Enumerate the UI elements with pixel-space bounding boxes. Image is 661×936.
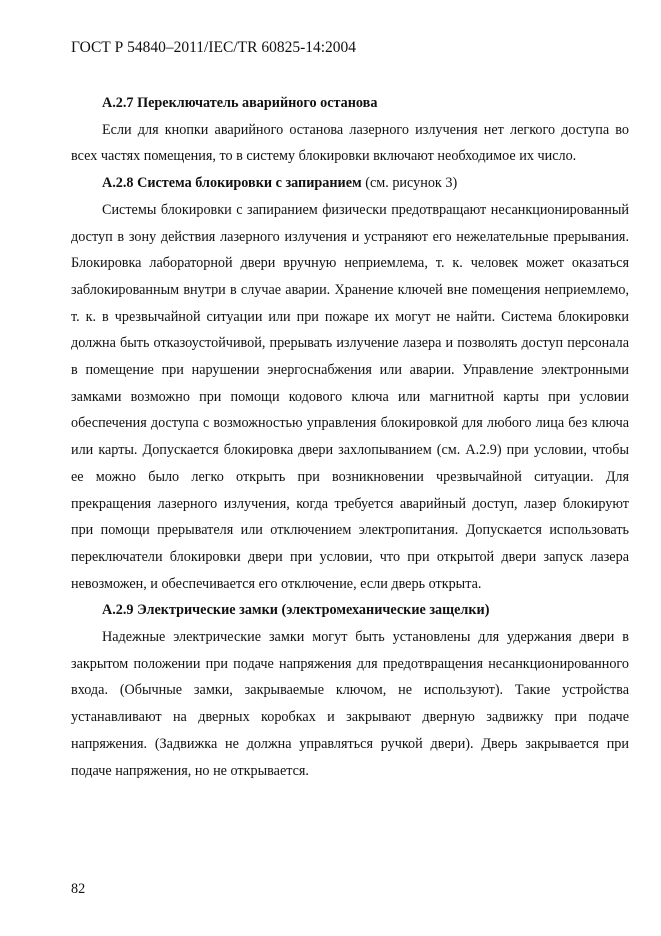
section-number: А.2.7 xyxy=(102,95,134,111)
section-paragraph-a27: Если для кнопки аварийного останова лазерного излучения нет легкого доступа во всех частях помещения, то в систему блокировки включают необходимое их число. xyxy=(71,121,629,165)
section-heading-a29 xyxy=(71,597,629,624)
section-title: Электрические замки (электромеханические защелки) xyxy=(137,602,490,619)
page-number: 82 xyxy=(71,881,86,897)
section-note: (см. рисунок 3) xyxy=(365,175,458,192)
section-paragraph-a29: Надежные электрические замки могут быть установлены для удержания двери в закрытом положении при подаче напряжения для предотвращения несанкционированного входа. (Обычные замки, закрываемые ключом, не используют). Такие устройства устанавливают на дверных коробках и закрывают дверную задвижку при подаче напряжения. (Задвижка не должна управляться ручкой двери). Дверь закрывается при подаче напряжения, но не открывается. xyxy=(71,629,629,779)
document-header: ГОСТ Р 54840–2011/IEC/TR 60825-14:2004 xyxy=(71,39,357,56)
section-number: А.2.9 xyxy=(102,602,134,619)
section-heading-a27 xyxy=(71,90,629,117)
section-number: А.2.8 xyxy=(102,175,134,192)
section-title: Система блокировки с запиранием xyxy=(137,175,362,192)
document-body xyxy=(71,90,629,784)
section-heading-a28 xyxy=(71,170,629,197)
section-paragraph-a28: Системы блокировки с запиранием физически предотвращают несанкционированный доступ в зону действия лазерного излучения и устраняют его нежелательные прерывания. Блокировка лабораторной двери вручную неприемлема, т. к. человек может оказаться заблокированным внутри в случае аварии. Хранение ключей вне помещения неприемлемо, т. к. в чрезвычайной ситуации или при пожаре их могут не найти. Система блокировки должна быть отказоустойчивой, прерывать излучение лазера и позволять доступ персонала в помещение при нарушении энергоснабжения или аварии. Управление электронными замками возможно при помощи кодового ключа или магнитной карты при условии обеспечения доступа с возможностью управления блокировкой для любого лица без ключа или карты. Допускается блокировка двери захлопыванием (см. А.2.9) при условии, чтобы ее можно было легко открыть при возникновении чрезвычайной ситуации. Для прекращения лазерного излучения, когда требуется аварийный доступ, лазер блокируют при помощи прерывателя или отключением электропитания. Допускается использовать переключатели блокировки двери при условии, что при открытой двери запуск лазера невозможен, и обеспечивается его отключение, если дверь открыта. xyxy=(71,201,629,592)
section-title: Переключатель аварийного останова xyxy=(137,95,378,111)
